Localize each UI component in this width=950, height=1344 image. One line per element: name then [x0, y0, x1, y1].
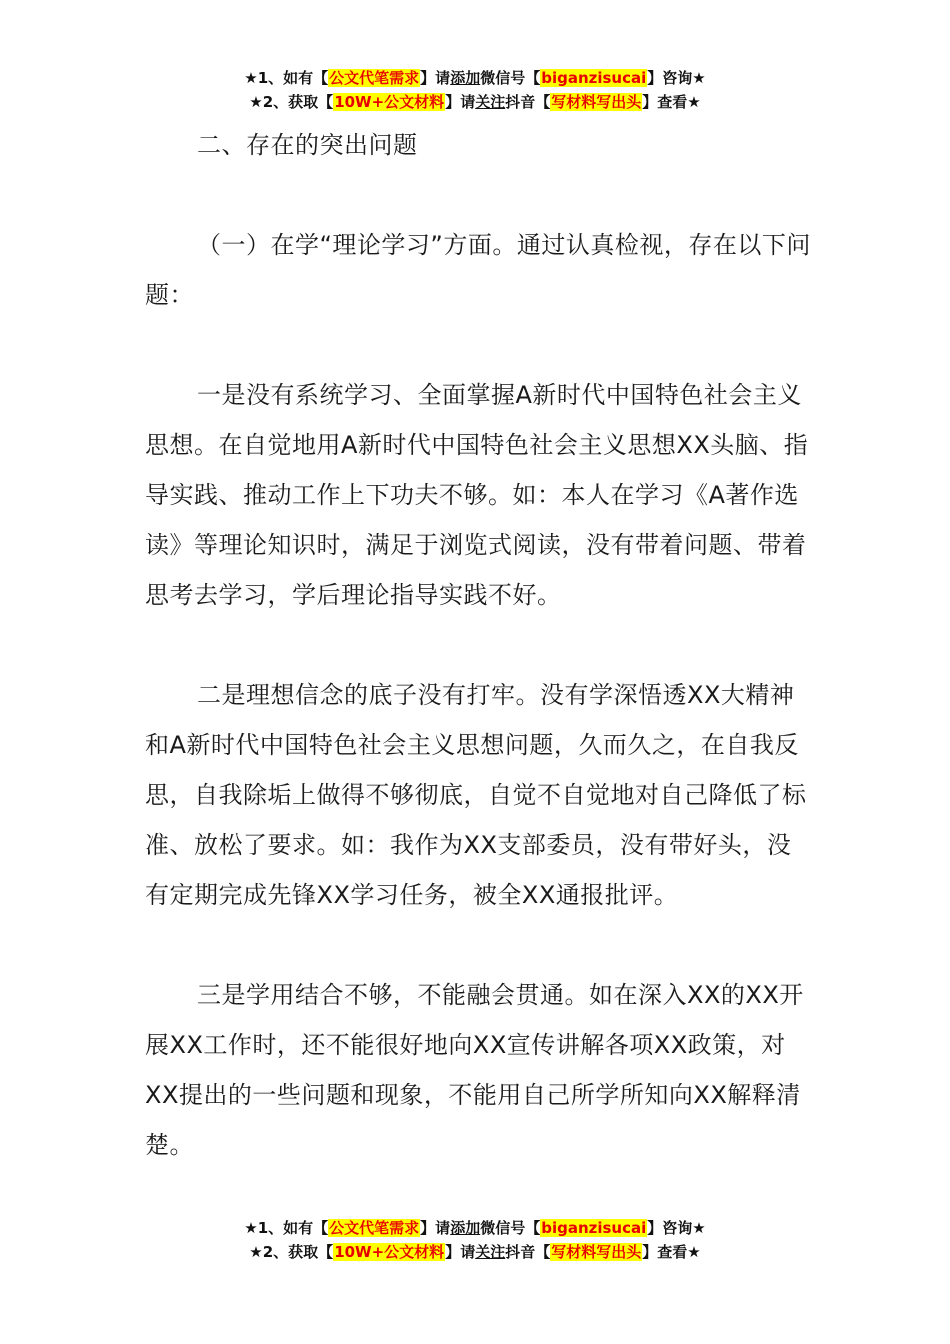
- highlight-service: 公文代笔需求: [329, 1219, 420, 1237]
- highlight-wechat-id: biganzisucai: [541, 69, 647, 87]
- paragraph-2: 二是理想信念的底子没有打牢。没有学深悟透XX大精神和A新时代中国特色社会主义思想问题，久而久之，在自我反思，自我除垢上做得不够彻底，自觉不自觉地对自己降低了标准、放松了要求。如：我作为XX支部委员，没有带好头，没有定期完成先锋XX学习任务，被全XX通报批评。: [145, 681, 807, 909]
- banner-line-2: ★2、获取【10W+公文材料】请关注抖音【写材料写出头】查看★: [249, 1243, 701, 1261]
- highlight-wechat-id: biganzisucai: [541, 1219, 647, 1237]
- document-body: [145, 120, 815, 1170]
- banner-line-1: ★1、如有【公文代笔需求】请添加微信号【biganzisucai】咨询★: [244, 1219, 706, 1237]
- paragraph-1: 一是没有系统学习、全面掌握A新时代中国特色社会主义思想。在自觉地用A新时代中国特色社会主义思想XX头脑、指导实践、推动工作上下功夫不够。如：本人在学习《A著作选读》等理论知识时，满足于浏览式阅读，没有带着问题、带着思考去学习，学后理论指导实践不好。: [145, 381, 809, 609]
- header-banner: [0, 66, 950, 114]
- footer-banner: [0, 1216, 950, 1264]
- highlight-douyin-id: 写材料写出头: [551, 1243, 642, 1261]
- highlight-materials: 10W+公文材料: [334, 1243, 445, 1261]
- highlight-service: 公文代笔需求: [329, 69, 420, 87]
- highlight-douyin-id: 写材料写出头: [551, 93, 642, 111]
- section-heading: 二、存在的突出问题: [197, 131, 418, 159]
- banner-line-2: ★2、获取【10W+公文材料】请关注抖音【写材料写出头】查看★: [249, 93, 701, 111]
- sub-heading: （一）在学“理论学习”方面。通过认真检视，存在以下问题：: [145, 231, 811, 309]
- banner-line-1: ★1、如有【公文代笔需求】请添加微信号【biganzisucai】咨询★: [244, 69, 706, 87]
- highlight-materials: 10W+公文材料: [334, 93, 445, 111]
- paragraph-3: 三是学用结合不够，不能融会贯通。如在深入XX的XX开展XX工作时，还不能很好地向XX宣传讲解各项XX政策，对XX提出的一些问题和现象，不能用自己所学所知向XX解释清楚。: [145, 981, 804, 1159]
